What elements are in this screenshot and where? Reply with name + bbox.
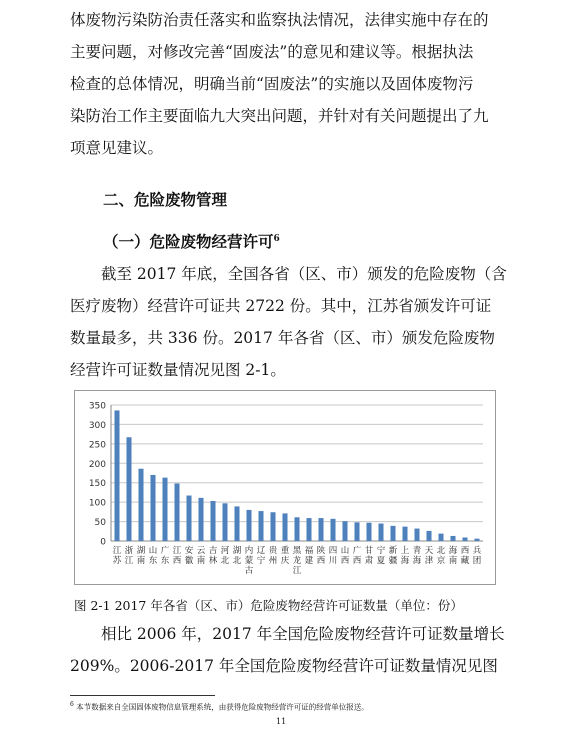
bar <box>114 410 119 541</box>
bar <box>402 527 407 541</box>
bar <box>138 469 143 541</box>
x-tick-label: 山西 <box>340 546 350 566</box>
x-tick-label: 新疆 <box>388 546 398 566</box>
section-heading: 二、危险废物管理 <box>103 190 228 209</box>
bar <box>126 437 131 541</box>
bar <box>270 512 275 541</box>
footnote-text: 本节数据来自全国固体废物信息管理系统，由获得危险废物经营许可证的经营单位报送。 <box>73 702 369 712</box>
intro-line: 体废物污染防治责任落实和监察执法情况，法律实施中存在的 <box>70 11 489 29</box>
bar <box>474 539 479 541</box>
page-number: 11 <box>276 717 287 726</box>
subsection-heading <box>103 230 280 252</box>
bar <box>390 526 395 541</box>
bar <box>162 478 167 541</box>
bar <box>150 475 155 541</box>
bar-chart-svg <box>75 391 495 584</box>
bar <box>462 538 467 541</box>
y-tick-label: 0 <box>100 537 106 548</box>
footnote-ref: 6 <box>273 233 280 244</box>
bar <box>210 501 215 541</box>
x-tick-label: 广东 <box>160 546 170 566</box>
x-tick-label: 海南 <box>448 546 458 566</box>
license-line: 医疗废物）经营许可证共 2722 份。其中，江苏省颁发许可证 <box>70 297 492 315</box>
license-line: 截至 2017 年底，全国各省（区、市）颁发的危险废物（含 <box>101 265 507 283</box>
footnote-marker: 6 <box>70 701 74 708</box>
y-tick-label: 250 <box>88 440 106 451</box>
bar <box>330 519 335 541</box>
x-tick-label: 陕西 <box>316 546 326 566</box>
intro-line: 染防治工作主要面临九大突出问题，并针对有关问题提出了九 <box>70 107 489 125</box>
bar <box>342 521 347 541</box>
x-tick-label: 江西 <box>172 546 182 566</box>
y-tick-label: 200 <box>88 459 106 470</box>
bar <box>366 523 371 541</box>
x-tick-label: 安徽 <box>184 546 194 566</box>
bar <box>234 506 239 541</box>
license-line: 数量最多，共 336 份。2017 年各省（区、市）颁发危险废物 <box>70 329 495 347</box>
footnote-divider <box>70 695 215 696</box>
y-tick-label: 300 <box>88 420 106 431</box>
license-paragraph <box>70 258 507 386</box>
intro-line: 检查的总体情况，明确当前“固废法”的实施以及固体废物污 <box>70 75 474 93</box>
comparison-line: 209%。2006-2017 年全国危险废物经营许可证数量情况见图 <box>70 657 498 675</box>
bar-chart <box>74 390 496 585</box>
bar <box>258 511 263 541</box>
license-line: 经营许可证数量情况见图 2-1。 <box>70 361 286 379</box>
y-tick-label: 350 <box>88 401 106 412</box>
bar <box>294 517 299 541</box>
x-tick-label: 河北 <box>220 546 230 566</box>
subsection-heading-text: （一）危险废物经营许可 <box>103 232 274 251</box>
bar <box>246 510 251 541</box>
x-tick-label: 北京 <box>436 546 446 566</box>
bar <box>438 534 443 541</box>
bar <box>282 513 287 541</box>
x-tick-label: 广西 <box>352 546 362 566</box>
x-tick-label: 吉林 <box>208 546 218 566</box>
bar <box>426 531 431 541</box>
y-tick-label: 100 <box>88 498 106 509</box>
x-tick-label: 内蒙古 <box>244 546 254 576</box>
x-tick-label: 湖南 <box>136 546 146 566</box>
x-tick-label: 宁夏 <box>376 546 386 566</box>
x-tick-label: 青海 <box>412 546 422 566</box>
x-tick-label: 云南 <box>196 546 206 566</box>
x-tick-label: 福建 <box>304 546 314 566</box>
comparison-paragraph <box>70 618 505 682</box>
footnote <box>70 701 369 713</box>
x-tick-label: 贵州 <box>268 546 278 566</box>
intro-line: 项意见建议。 <box>70 139 164 157</box>
bar <box>378 524 383 541</box>
x-tick-label: 天津 <box>424 546 434 566</box>
comparison-line: 相比 2006 年，2017 年全国危险废物经营许可证数量增长 <box>101 625 505 643</box>
x-tick-label: 甘肃 <box>364 546 374 566</box>
x-tick-label: 江苏 <box>112 546 122 566</box>
x-tick-label: 湖北 <box>232 546 242 566</box>
bar <box>186 496 191 541</box>
bar <box>174 483 179 541</box>
y-tick-label: 150 <box>88 479 106 490</box>
y-tick-label: 50 <box>94 518 106 529</box>
x-tick-label: 山东 <box>148 546 158 566</box>
bar <box>318 518 323 541</box>
x-tick-label: 上海 <box>400 546 410 566</box>
bar <box>354 522 359 541</box>
x-tick-label: 辽宁 <box>256 546 266 566</box>
figure-caption: 图 2-1 2017 年各省（区、市）危险废物经营许可证数量（单位：份） <box>74 598 463 613</box>
x-tick-label: 兵团 <box>472 546 482 566</box>
x-tick-label: 重庆 <box>280 546 290 566</box>
x-tick-label: 黑龙江 <box>292 546 302 576</box>
bar <box>450 536 455 541</box>
bar <box>306 518 311 541</box>
bar <box>222 503 227 541</box>
intro-paragraph <box>70 4 500 164</box>
x-tick-label: 西藏 <box>460 546 470 566</box>
x-tick-label: 四川 <box>328 546 338 566</box>
intro-line: 主要问题，对修改完善“固废法”的意见和建议等。根据执法 <box>70 43 474 61</box>
bar <box>198 498 203 541</box>
bar <box>414 529 419 541</box>
x-tick-label: 浙江 <box>124 546 134 566</box>
